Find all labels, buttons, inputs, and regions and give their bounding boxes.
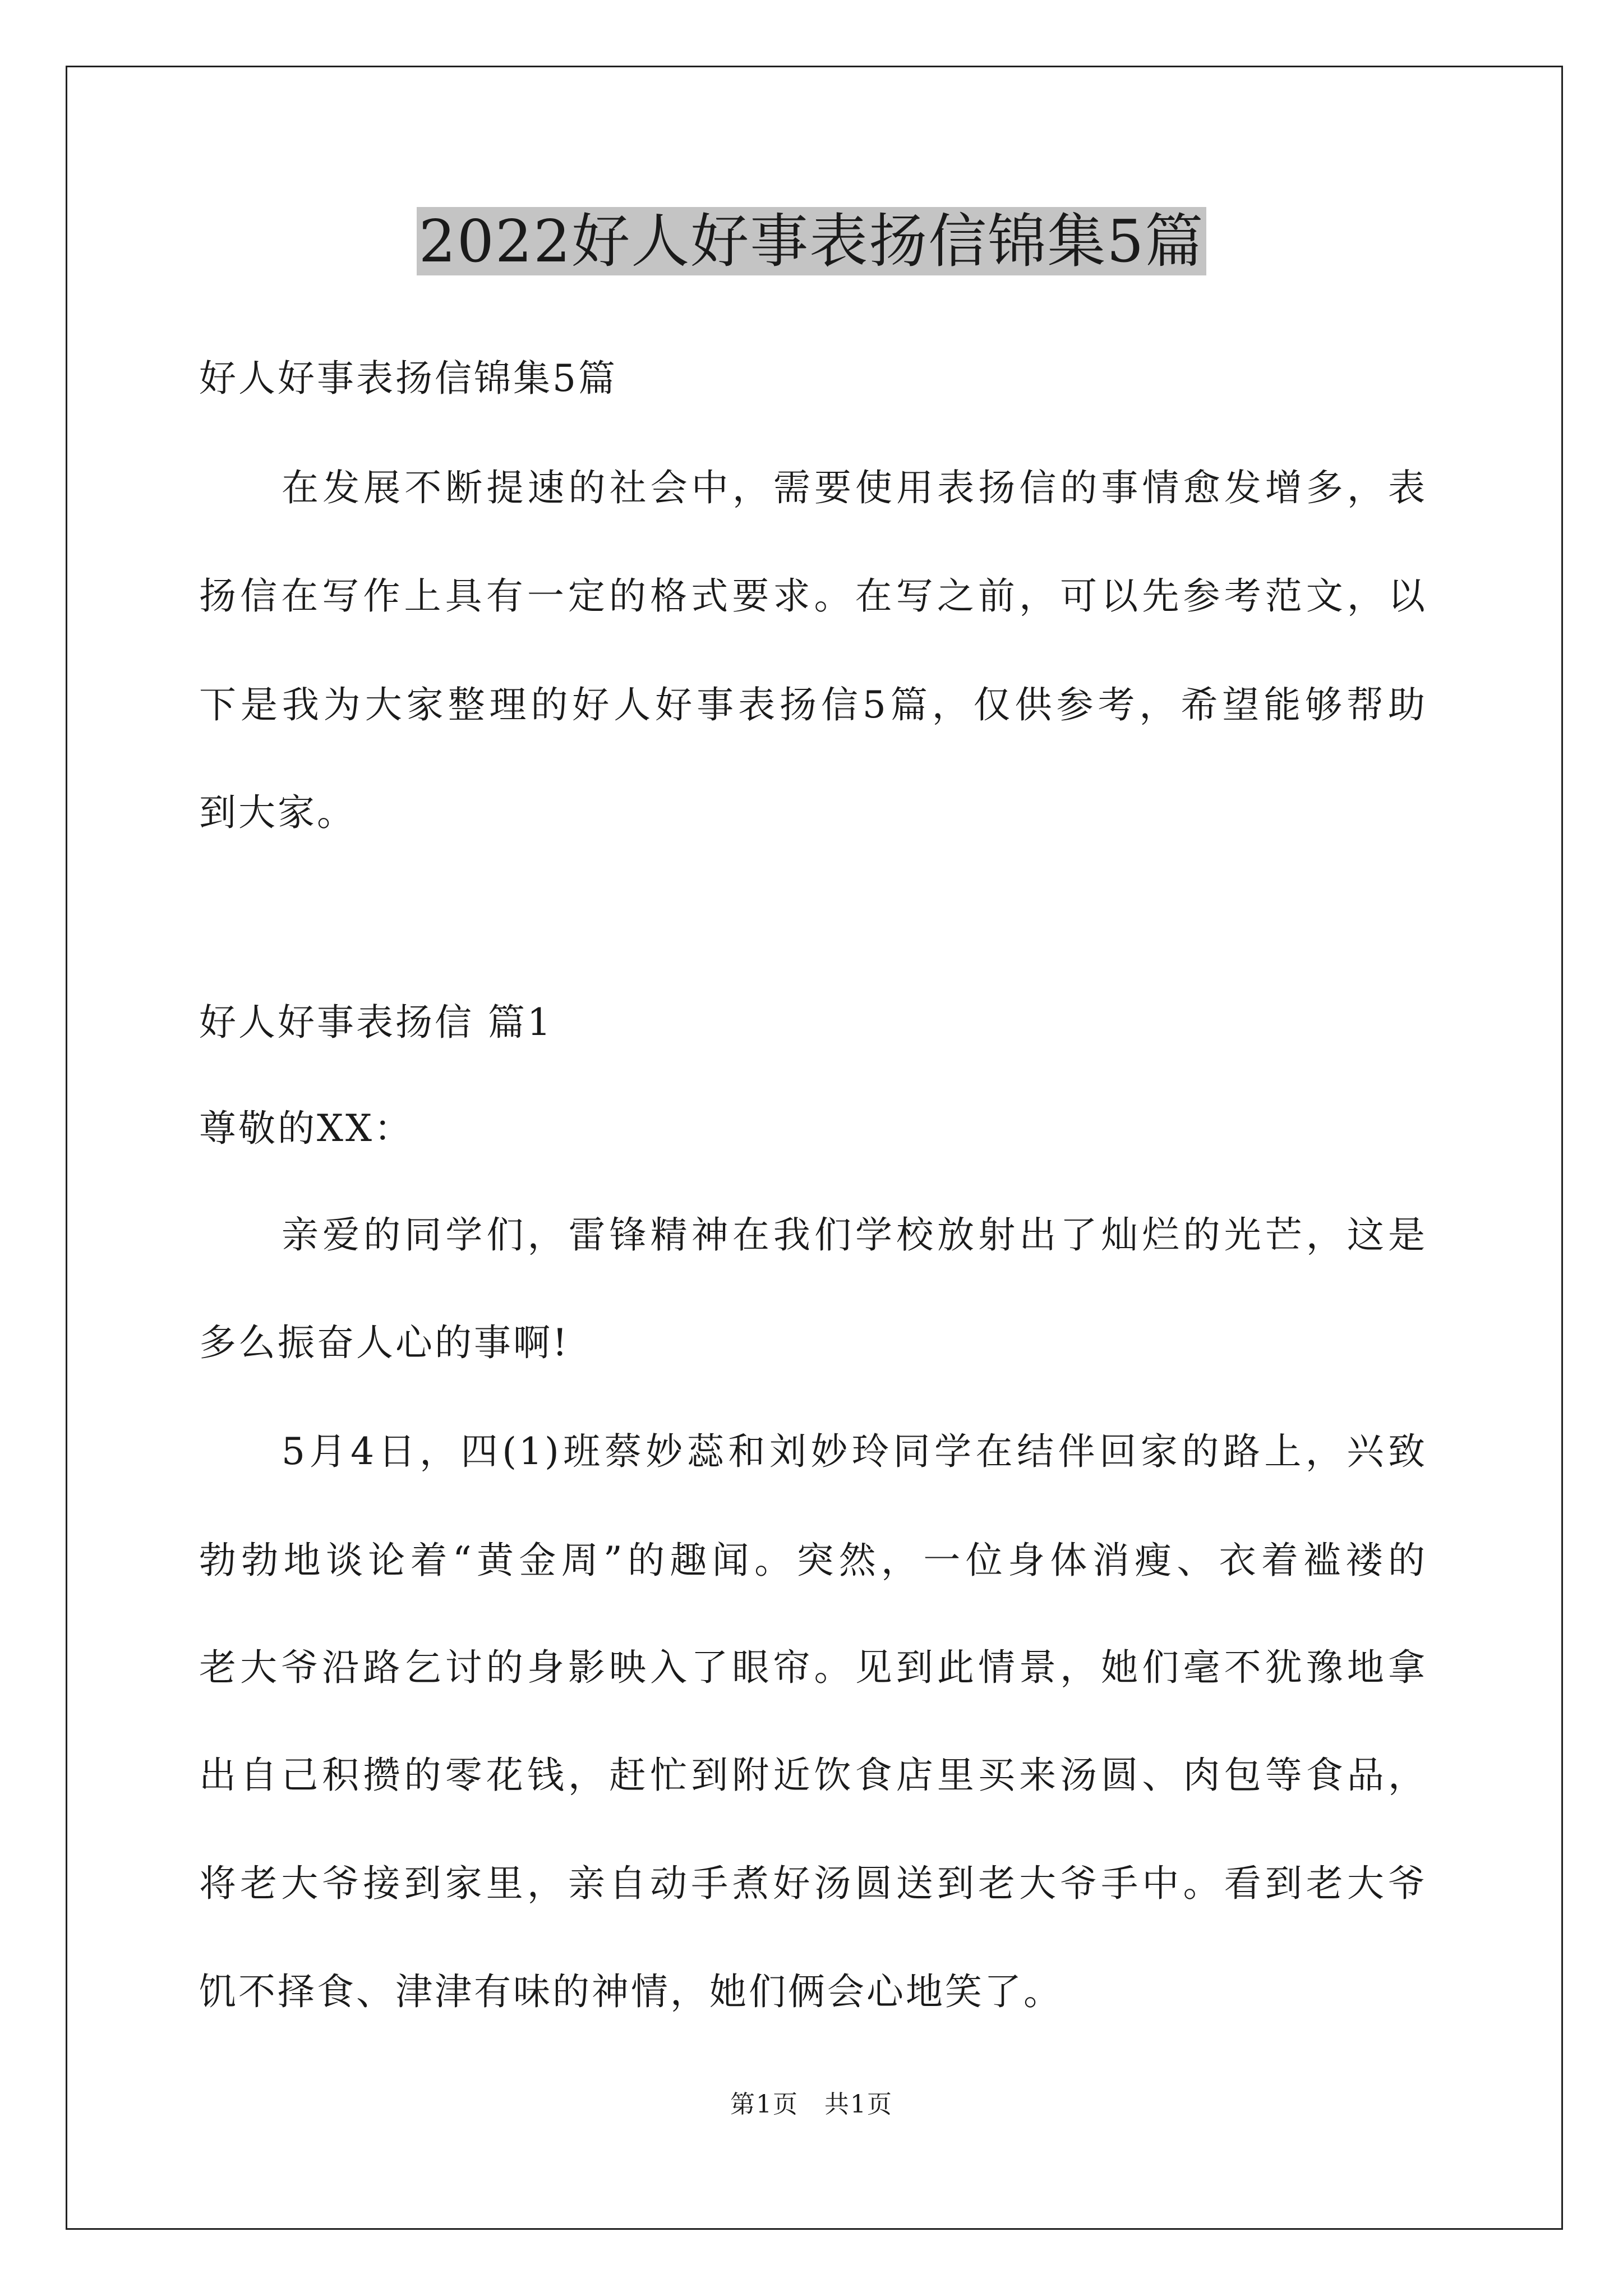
para2-line-1: 5月4日，四(1)班蔡妙蕊和刘妙玲同学在结伴回家的路上，兴致	[282, 1430, 1427, 1473]
para1-line-1: 亲爱的同学们，雷锋精神在我们学校放射出了灿烂的光芒，这是	[282, 1213, 1427, 1257]
para2-line-2: 勃勃地谈论着“黄金周”的趣闻。突然，一位身体消瘦、衣着褴褛的	[199, 1539, 1427, 1582]
salutation: 尊敬的XX：	[199, 1107, 413, 1150]
intro-line-2: 扬信在写作上具有一定的格式要求。在写之前，可以先参考范文，以	[199, 574, 1427, 618]
para2-line-6: 饥不择食、津津有味的神情，她们俩会心地笑了。	[199, 1970, 1063, 2013]
intro-line-1: 在发展不断提速的社会中，需要使用表扬信的事情愈发增多，表	[282, 466, 1427, 509]
document-title-text: 2022好人好事表扬信锦集5篇	[417, 207, 1207, 275]
intro-line-3: 下是我为大家整理的好人好事表扬信5篇，仅供参考，希望能够帮助	[199, 683, 1427, 726]
page-footer: 第1页 共1页	[730, 2090, 893, 2119]
intro-line-4: 到大家。	[199, 791, 356, 834]
para2-line-5: 将老大爷接到家里，亲自动手煮好汤圆送到老大爷手中。看到老大爷	[199, 1862, 1427, 1905]
section-heading: 好人好事表扬信 篇1	[199, 1001, 553, 1044]
document-title	[0, 199, 1623, 283]
document-subtitle: 好人好事表扬信锦集5篇	[199, 357, 617, 400]
para2-line-3: 老大爷沿路乞讨的身影映入了眼帘。见到此情景，她们毫不犹豫地拿	[199, 1646, 1427, 1689]
para1-line-2: 多么振奋人心的事啊!	[199, 1321, 570, 1364]
para2-line-4: 出自己积攒的零花钱，赶忙到附近饮食店里买来汤圆、肉包等食品，	[199, 1754, 1427, 1797]
